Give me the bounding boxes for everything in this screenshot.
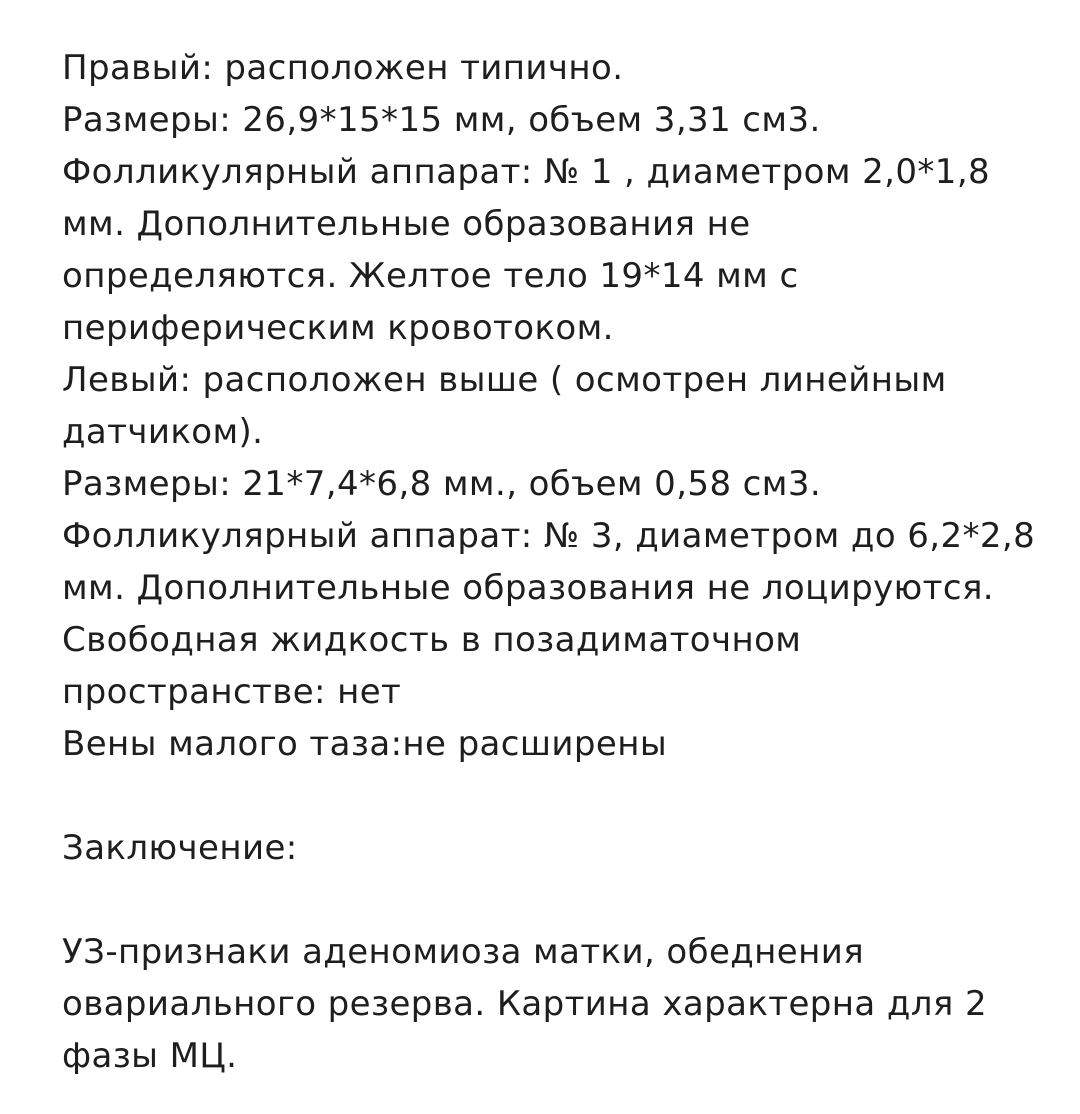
conclusion-line1: УЗ-признаки аденомиоза матки, обеднения [62, 932, 865, 972]
pelvic-veins: Вены малого таза:не расширены [62, 724, 668, 764]
free-fluid-line1: Свободная жидкость в позадиматочном [62, 620, 802, 660]
conclusion-line3: фазы МЦ. [62, 1036, 238, 1076]
right-ovary-size: Размеры: 26,9*15*15 мм, объем 3,31 см3. [62, 100, 821, 140]
right-follicles-line2: мм. Дополнительные образования не [62, 204, 751, 244]
left-ovary-size: Размеры: 21*7,4*6,8 мм., объем 0,58 см3. [62, 464, 822, 504]
report-text [62, 42, 1052, 1082]
free-fluid-line2: пространстве: нет [62, 672, 402, 712]
conclusion-line2: овариального резерва. Картина характерна для 2 [62, 984, 987, 1024]
left-follicles-line1: Фолликулярный аппарат: № 3, диаметром до 6,2*2,8 [62, 516, 1036, 556]
blank-line [62, 770, 1052, 822]
right-follicles-line1: Фолликулярный аппарат: № 1 , диаметром 2,0*1,8 [62, 152, 991, 192]
left-ovary-position-line2: датчиком). [62, 412, 264, 452]
blank-line [62, 874, 1052, 926]
corpus-luteum-line2: периферическим кровотоком. [62, 308, 614, 348]
right-ovary-position: Правый: расположен типично. [62, 48, 624, 88]
corpus-luteum-line1: определяются. Желтое тело 19*14 мм с [62, 256, 799, 296]
left-ovary-position-line1: Левый: расположен выше ( осмотрен линейным [62, 360, 947, 400]
left-follicles-line2: мм. Дополнительные образования не лоцируются. [62, 568, 994, 608]
conclusion-heading: Заключение: [62, 828, 298, 868]
